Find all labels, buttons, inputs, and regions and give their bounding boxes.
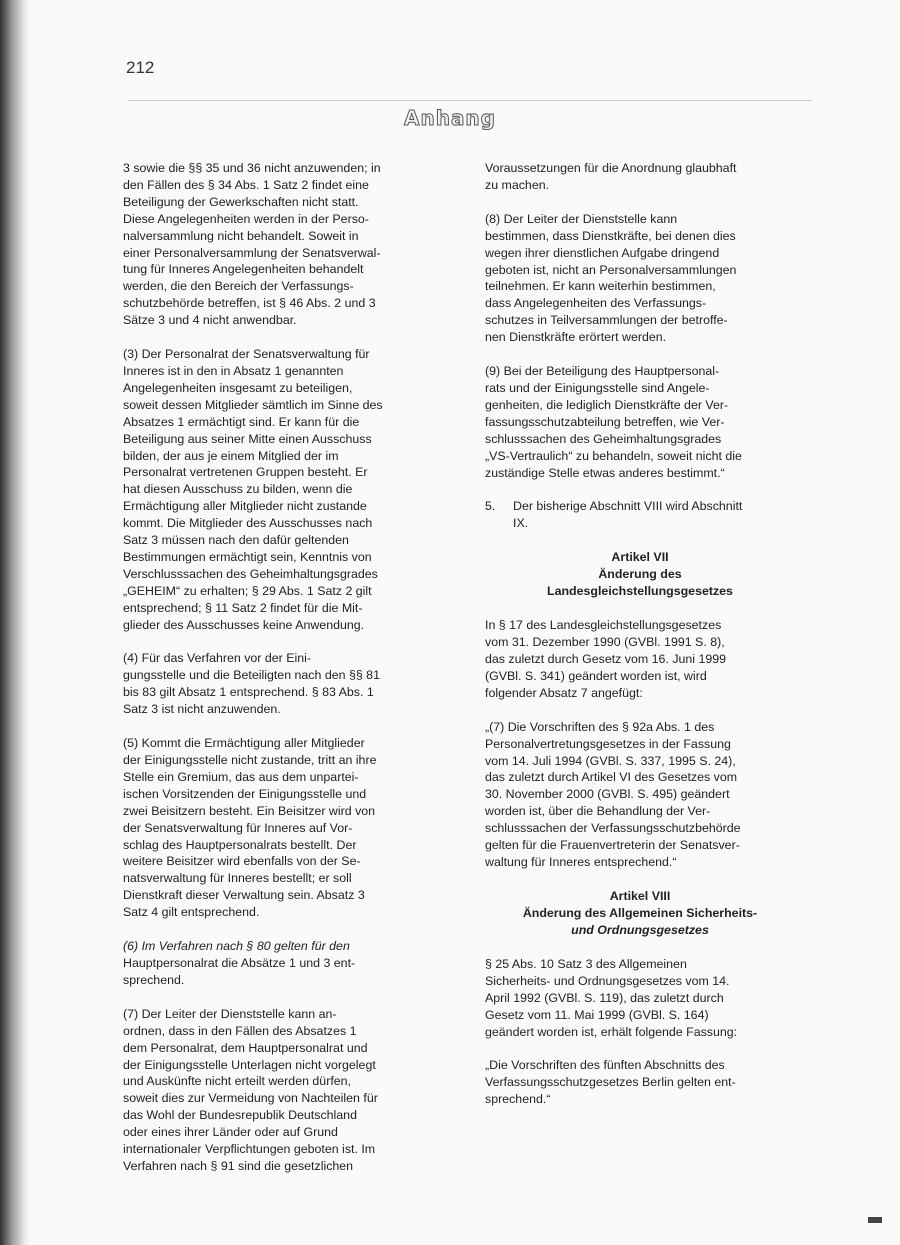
article-7-subtitle-1: Änderung des (598, 567, 682, 582)
page-number: 212 (126, 58, 155, 77)
right-paragraph-1: Voraussetzungen für die Anordnung glaubhaft zu machen. (485, 161, 737, 192)
left-column (123, 160, 433, 1175)
header-divider (128, 100, 812, 101)
left-paragraph-3: (3) Der Personalrat der Senatsverwaltung für Inneres ist in den in Absatz 1 genannten Angelegenheiten insgesamt zu beteiligen, soweit dessen Mitglieder sämtlich im Sinne des Absatzes 1 ermächtigt sind. Er kann für die Beteiligung aus seiner Mitte einen Ausschuss bilden, der aus je einem Mitglied der im Personalrat vertretenen Gruppen besteht. Er hat diesen Ausschuss zu bilden, wenn die Ermächtigung aller Mitglieder nicht zustande kommt. Die Mitglieder des Ausschusses nach Satz 3 müssen nach den dafür geltenden Bestimmungen ermächtigt sein, Kenntnis von Verschlusssachen des Geheimhaltungsgrades „GEHEIM“ zu erhalten; § 29 Abs. 1 Satz 2 gilt entsprechend; § 11 Satz 2 findet für die Mit- glieder des Ausschusses keine Anwendung. (123, 347, 383, 632)
article-7-heading (485, 549, 795, 600)
article-8-heading (485, 888, 795, 939)
right-column (485, 160, 795, 1125)
left-paragraph-1: 3 sowie die §§ 35 und 36 nicht anzuwenden; in den Fällen des § 34 Abs. 1 Satz 2 findet eine Beteiligung der Gewerkschaften nicht statt. Diese Angelegenheiten werden in der Perso- nalversammlung nicht behandelt. Soweit in einer Personalversammlung der Senatsverwal- tung für Inneres Angelegenheiten behandelt werden, die den Bereich der Verfassungs- schutzbehörde betreffen, ist § 46 Abs. 2 und 3 Sätze 3 und 4 nicht anwendbar. (123, 161, 381, 328)
article-8-title: Artikel VIII (609, 888, 671, 903)
article-8-subtitle-2: und Ordnungsgesetzes (571, 922, 709, 937)
scan-edge-shadow (0, 0, 30, 1245)
right-paragraph-art7-quote: „(7) Die Vorschriften des § 92a Abs. 1 des Personalvertretungsgesetzes in der Fassung vom 14. Juli 1994 (GVBl. S. 337, 1995 S. 24), das zuletzt durch Artikel VI des Gesetzes vom 30. November 2000 (GVBl. S. 495) geändert worden ist, über die Behandlung der Ver- schlusssachen der Verfassungsschutzbehörde gelten für die Frauenvertreterin der Senatsver- waltung für Inneres entsprechend.“ (485, 719, 741, 869)
right-paragraph-8: (8) Der Leiter der Dienststelle kann bestimmen, dass Dienstkräfte, bei denen dies wegen ihrer dienstlichen Aufgabe dringend geboten ist, nicht an Personalversammlungen teilnehmen. Er kann weiterhin bestimmen, dass Angelegenheiten des Verfassungs- schutzes in Teilversammlungen der betroffe- nen Dienstkräfte erörtert werden. (485, 211, 737, 345)
section-header: Anhang (403, 106, 496, 130)
scan-corner-mark (868, 1217, 882, 1223)
article-7-subtitle-2: Landesgleichstellungsgesetzes (547, 584, 733, 599)
right-paragraph-art8-intro: § 25 Abs. 10 Satz 3 des Allgemeinen Sicherheits- und Ordnungsgesetzes vom 14. April 1992 (GVBl. S. 119), das zuletzt durch Gesetz vom 11. Mai 1999 (GVBl. S. 164) geändert worden ist, erhält folgende Fassung: (485, 956, 738, 1039)
article-7-title: Artikel VII (611, 550, 669, 565)
left-paragraph-6 (123, 938, 433, 989)
left-paragraph-7: (7) Der Leiter der Dienststelle kann an- ordnen, dass in den Fällen des Absatzes 1 dem Personalrat, dem Hauptpersonalrat und der Einigungsstelle Unterlagen nicht vorgelegt und Auskünfte nicht erteilt werden dürfen, soweit dies zur Vermeidung von Nachteilen für das Wohl der Bundesrepublik Deutschland oder eines ihrer Länder oder auf Grund internationaler Verpflichtungen geboten ist. Im Verfahren nach § 91 sind die gesetzlichen (123, 1006, 378, 1173)
left-paragraph-6-rest: Hauptpersonalrat die Absätze 1 und 3 ent- sprechend. (123, 955, 356, 987)
right-paragraph-art7-intro: In § 17 des Landesgleichstellungsgesetzes vom 31. Dezember 1990 (GVBl. 1991 S. 8), das zuletzt durch Gesetz vom 16. Juni 1999 (GVBl. S. 341) geändert worden ist, wird folgender Absatz 7 angefügt: (485, 618, 727, 700)
left-paragraph-5: (5) Kommt die Ermächtigung aller Mitglieder der Einigungsstelle nicht zustande, tritt an ihre Stelle ein Gremium, das aus dem unpartei- ischen Vorsitzenden der Einigungsstelle und zwei Beisitzern besteht. Ein Beisitzer wird von der Senatsverwaltung für Inneres auf Vor- schlag des Hauptpersonalrats bestellt. Der weitere Beisitzer wird ebenfalls von der Se- natsverwaltung für Inneres bestellt; er soll Dienstkraft dieser Verwaltung sein. Absatz 3 Satz 4 gilt entsprechend. (123, 736, 377, 920)
right-paragraph-9: (9) Bei der Beteiligung des Hauptpersonal- rats und der Einigungsstelle sind Angele- genheiten, die lediglich Dienstkräfte der Ver- fassungsschutzabteilung betreffen, wie Ver- schlusssachen des Geheimhaltungsgrades „VS-Vertraulich“ zu behandeln, soweit nicht die zuständige Stelle etwas anderes bestimmt.“ (485, 364, 742, 480)
left-paragraph-6-italic: (6) Im Verfahren nach § 80 gelten für den (123, 939, 350, 954)
right-paragraph-art8-quote: „Die Vorschriften des fünften Abschnitts des Verfassungsschutzgesetzes Berlin gelten ent- sprechend.“ (485, 1058, 736, 1107)
article-8-subtitle-1: Änderung des Allgemeinen Sicherheits- (522, 905, 758, 920)
left-paragraph-4: (4) Für das Verfahren vor der Eini- gungsstelle und die Beteiligten nach den §§ 81 bis 83 gilt Absatz 1 entsprechend. § 83 Abs. 1 Satz 3 ist nicht anzuwenden. (123, 651, 380, 717)
list-item-text: Der bisherige Abschnitt VIII wird Abschnitt IX. (513, 499, 743, 531)
list-item-5 (485, 498, 795, 532)
list-item-number: 5. (485, 499, 496, 514)
